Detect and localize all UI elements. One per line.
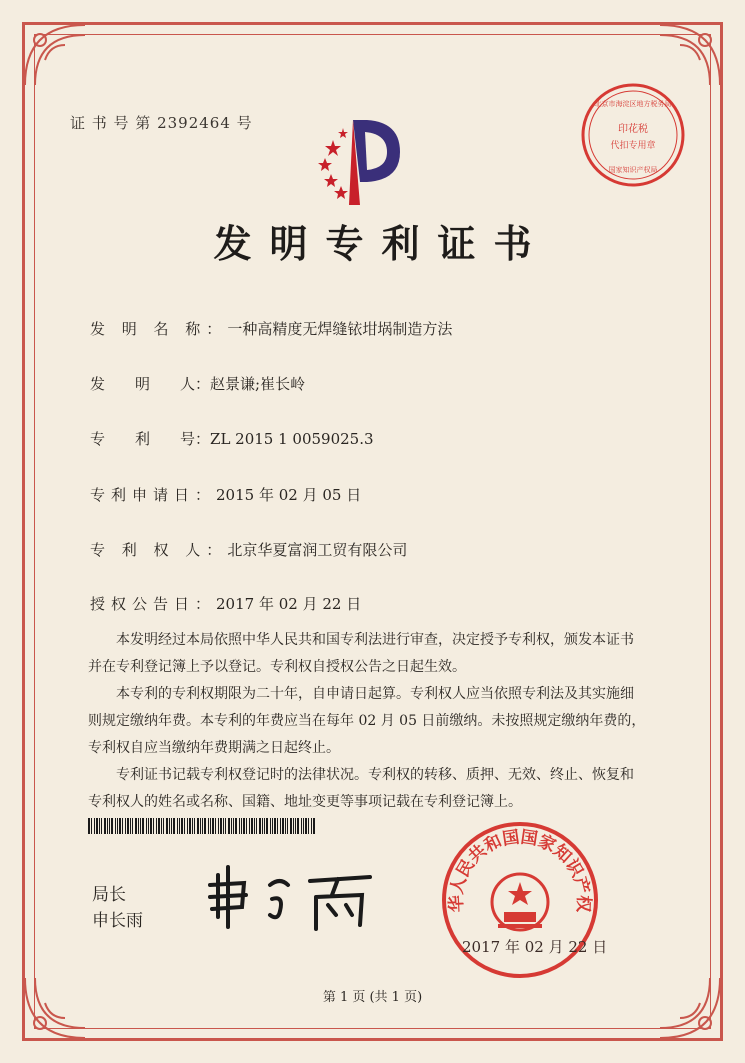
inventor-value: 赵景谦;崔长岭 [210, 375, 306, 393]
invention-name-label: 发 明 名 称： [90, 320, 228, 338]
small-seal-text: 北京市海淀区地方税务局 [594, 100, 672, 108]
patentee-value: 北京华夏富润工贸有限公司 [227, 541, 408, 559]
invention-name-value: 一种高精度无焊缝铱坩埚制造方法 [227, 320, 453, 338]
filing-date-label: 专利申请日： [90, 486, 217, 504]
body-line: 专利权人的姓名或名称、国籍、地址变更等事项记载在专利登记簿上。 [88, 794, 522, 810]
patentee-label: 专 利 权 人： [90, 541, 228, 559]
filing-date-value: 2015 年 02 月 05 日 [216, 486, 362, 504]
body-line: 并在专利登记簿上予以登记。专利权自授权公告之日起生效。 [88, 659, 466, 675]
patent-office-emblem-icon [305, 110, 415, 210]
page-indicator: 第 1 页 (共 1 页) [322, 990, 423, 1005]
field-inventor [90, 373, 305, 394]
certificate-number: 证 书 号 第 2392464 号 [70, 114, 253, 132]
grant-date-value: 2017 年 02 月 22 日 [216, 595, 362, 613]
body-line: 专利权自应当缴纳年费期满之日起终止。 [88, 740, 340, 756]
body-line: 专利证书记载专利权登记时的法律状况。专利权的转移、质押、无效、终止、恢复和 [116, 767, 634, 783]
body-line: 本发明经过本局依照中华人民共和国专利法进行审查，决定授予专利权，颁发本证书 [116, 632, 634, 648]
patent-no-label: 专 利 号： [90, 430, 211, 448]
small-seal-bottom: 国家知识产权局 [608, 166, 658, 174]
tax-seal-stamp [578, 80, 688, 190]
signature-image [200, 855, 380, 935]
field-filing-date [90, 484, 361, 505]
seal-text: 华人民共和国国家知识产权 [446, 827, 594, 913]
grant-date-label: 授权公告日： [90, 595, 217, 613]
field-patentee [90, 539, 407, 560]
seal-date: 2017 年 02 月 22 日 [462, 938, 608, 956]
small-seal-inner2: 代扣专用章 [610, 141, 656, 151]
patent-no-value: ZL 2015 1 0059025.3 [210, 430, 374, 448]
certificate-body [88, 627, 668, 816]
corner-ornament-icon [655, 973, 725, 1043]
field-patent-no [90, 428, 374, 449]
chief-title: 局长 [92, 885, 126, 905]
corner-ornament-icon [20, 20, 90, 90]
inventor-label: 发 明 人： [90, 375, 211, 393]
body-line: 则规定缴纳年费。本专利的年费应当在每年 02 月 05 日前缴纳。未按照规定缴纳年费的， [88, 713, 646, 729]
barcode [88, 818, 318, 834]
body-line: 本专利的专利权期限为二十年，自申请日起算。专利权人应当依照专利法及其实施细 [116, 686, 634, 702]
certificate-title: 发明专利证书 [213, 221, 550, 266]
corner-ornament-icon [20, 973, 90, 1043]
field-invention-name [90, 318, 452, 339]
field-grant-date [90, 593, 361, 614]
small-seal-inner1: 印花税 [618, 124, 648, 135]
chief-name: 申长雨 [92, 911, 143, 931]
